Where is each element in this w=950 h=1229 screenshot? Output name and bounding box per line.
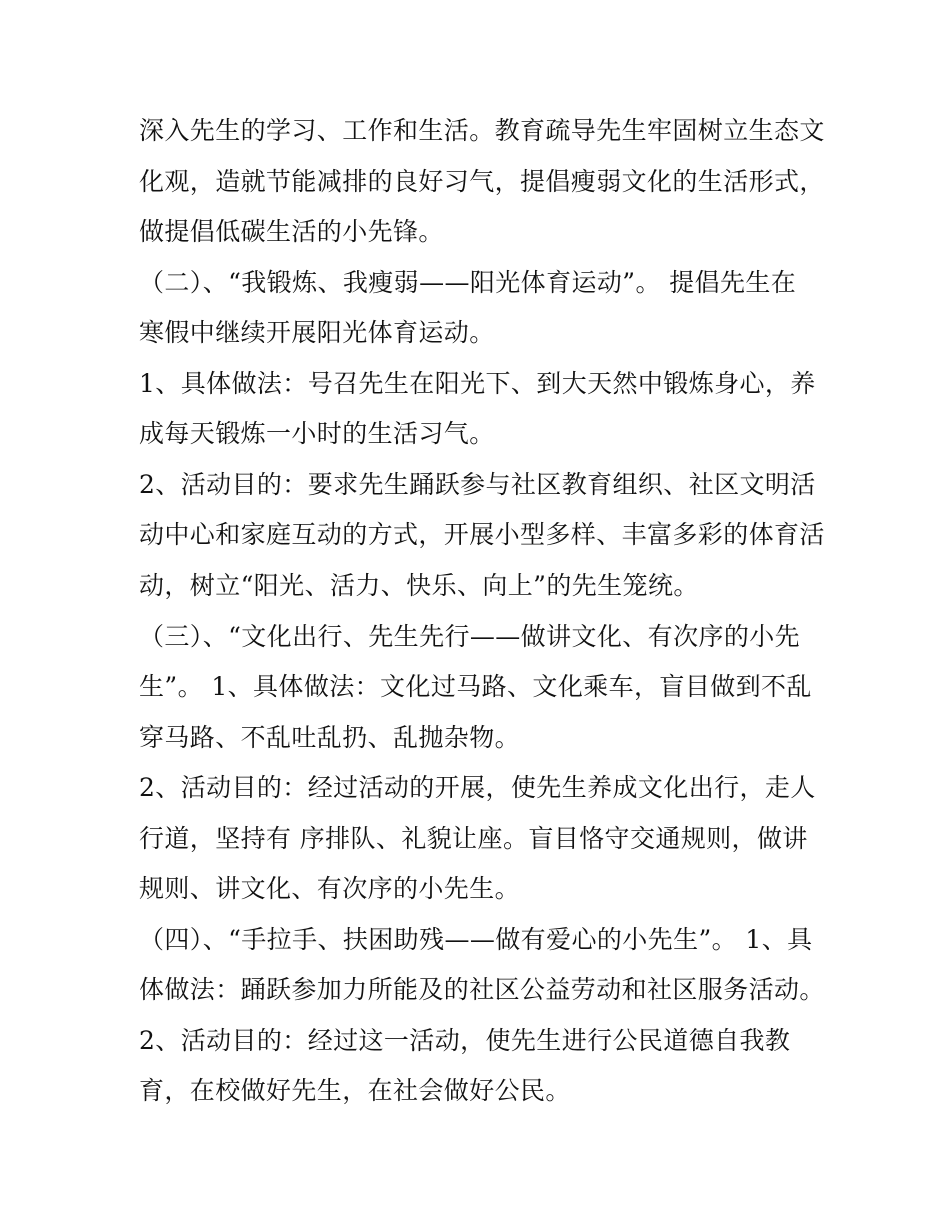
text-line: 2、活动目的：经过这一活动，使先生进行公民道德自我教 <box>139 1026 791 1055</box>
text-line: 2、活动目的：经过活动的开展，使先生养成文化出行，走人 <box>139 773 816 802</box>
text-line: （二）、“我锻炼、我瘦弱——阳光体育运动”。 提倡先生在 <box>139 268 797 297</box>
text-line: 寒假中继续开展阳光体育运动。 <box>139 318 495 347</box>
text-line: 规则、讲文化、有次序的小先生。 <box>139 874 521 903</box>
text-line: 做提倡低碳生活的小先锋。 <box>139 217 444 246</box>
text-line: （四）、“手拉手、扶困助残——做有爱心的小先生”。 1、具 <box>139 925 813 954</box>
text-line: 穿马路、不乱吐乱扔、乱抛杂物。 <box>139 723 521 752</box>
text-line: 行道，坚持有 序排队、礼貌让座。盲目恪守交通规则，做讲 <box>139 824 808 853</box>
text-line: （三）、“文化出行、先生先行——做讲文化、有次序的小先 <box>139 622 801 651</box>
text-line: 动中心和家庭互动的方式，开展小型多样、丰富多彩的体育活 <box>139 520 825 549</box>
text-line: 化观，造就节能减排的良好习气，提倡瘦弱文化的生活形式， <box>139 167 825 196</box>
text-line: 1、具体做法：号召先生在阳光下、到大天然中锻炼身心，养 <box>139 369 816 398</box>
text-line: 成每天锻炼一小时的生活习气。 <box>139 419 495 448</box>
text-line: 动，树立“阳光、活力、快乐、向上”的先生笼统。 <box>139 571 699 600</box>
text-line: 生”。 1、具体做法：文化过马路、文化乘车，盲目做到不乱 <box>139 672 812 701</box>
text-line: 深入先生的学习、工作和生活。教育疏导先生牢固树立生态文 <box>139 116 825 145</box>
text-line: 2、活动目的：要求先生踊跃参与社区教育组织、社区文明活 <box>139 470 816 499</box>
text-line: 体做法：踊跃参加力所能及的社区公益劳动和社区服务活动。 <box>139 975 825 1004</box>
text-line: 育，在校做好先生，在社会做好公民。 <box>139 1076 571 1105</box>
